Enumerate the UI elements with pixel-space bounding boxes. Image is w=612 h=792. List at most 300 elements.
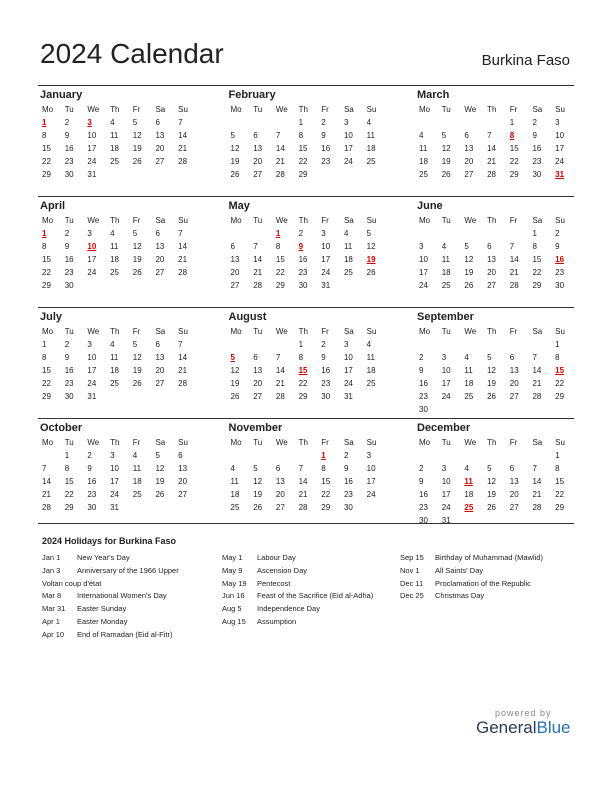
day-cell: 12 xyxy=(366,242,376,251)
day-cell: 28 xyxy=(178,379,188,388)
month-february xyxy=(227,86,386,196)
day-cell: 9 xyxy=(419,366,424,375)
empty-cell xyxy=(363,501,386,514)
day-cell: 9 xyxy=(64,131,70,140)
day-cell: 7 xyxy=(487,131,492,140)
day-cell: 17 xyxy=(419,268,428,277)
day-cell: 27 xyxy=(253,392,263,401)
day-cell: 29 xyxy=(321,503,331,512)
empty-cell xyxy=(460,116,483,129)
day-cell: 12 xyxy=(132,242,142,251)
day-cell: 20 xyxy=(230,268,240,277)
day-cell: 21 xyxy=(532,379,542,388)
day-cell: 22 xyxy=(555,490,565,499)
day-cell: 2 xyxy=(343,451,349,460)
week-row xyxy=(38,377,197,390)
holiday-name: Christmas Day xyxy=(435,591,485,601)
month-name: September xyxy=(417,311,474,323)
empty-cell xyxy=(506,227,529,240)
day-cell: 24 xyxy=(87,157,97,166)
day-cell: 5 xyxy=(487,353,492,362)
week-row xyxy=(227,338,386,351)
day-cell: 20 xyxy=(253,157,263,166)
day-cell: 27 xyxy=(253,170,263,179)
day-cell: 18 xyxy=(464,379,474,388)
day-cell: 14 xyxy=(275,144,285,153)
day-cell: 2 xyxy=(64,340,70,349)
weekday-label: Mo xyxy=(230,216,242,225)
day-cell: 28 xyxy=(253,281,263,290)
empty-cell xyxy=(528,403,551,416)
empty-cell xyxy=(415,338,438,351)
weekday-label: Sa xyxy=(155,438,166,447)
weekday-label: Th xyxy=(110,438,120,447)
month-name: January xyxy=(40,89,83,101)
day-cell: 20 xyxy=(155,366,165,375)
holiday-day-cell: 16 xyxy=(555,255,565,264)
day-cell: 22 xyxy=(42,157,51,166)
weekday-label: Th xyxy=(487,105,497,114)
holiday-name: Easter Sunday xyxy=(77,604,127,614)
holiday-name: Labour Day xyxy=(257,553,296,562)
empty-cell xyxy=(83,279,106,292)
day-cell: 2 xyxy=(87,451,92,460)
month-name: March xyxy=(417,89,450,101)
empty-cell xyxy=(460,403,483,416)
holiday-row xyxy=(222,565,373,578)
weekday-label: Fr xyxy=(132,327,141,336)
day-cell: 5 xyxy=(132,118,138,127)
empty-cell xyxy=(438,403,461,416)
empty-cell xyxy=(483,514,506,527)
holiday-column xyxy=(400,552,543,603)
week-row xyxy=(415,129,574,142)
day-cell: 24 xyxy=(110,490,119,499)
week-row xyxy=(415,168,574,181)
weekday-label: Sa xyxy=(532,105,543,114)
weekday-label: Su xyxy=(178,105,188,114)
empty-cell xyxy=(272,116,295,129)
day-cell: 31 xyxy=(321,281,331,290)
weekday-label: We xyxy=(464,216,477,225)
holiday-day-cell: 31 xyxy=(555,170,565,179)
weekday-label: Su xyxy=(366,327,377,336)
day-cell: 2 xyxy=(321,340,326,349)
weekday-header xyxy=(38,103,197,116)
holiday-date: Mar 31 xyxy=(42,604,66,614)
week-row xyxy=(227,227,386,240)
day-cell: 12 xyxy=(487,366,496,375)
day-cell: 15 xyxy=(321,477,331,486)
holiday-row xyxy=(42,565,179,578)
holiday-row xyxy=(400,565,543,578)
week-row xyxy=(38,240,197,253)
week-row xyxy=(415,403,574,416)
day-cell: 14 xyxy=(487,144,496,153)
day-cell: 16 xyxy=(419,490,428,499)
weekday-label: Tu xyxy=(64,327,74,336)
day-cell: 13 xyxy=(155,242,165,251)
weekday-label: Sa xyxy=(343,105,354,114)
holiday-row xyxy=(222,552,373,565)
holiday-name: International Women's Day xyxy=(77,591,167,601)
month-november xyxy=(227,419,386,529)
weekday-label: Mo xyxy=(230,327,242,336)
empty-cell xyxy=(272,338,295,351)
day-cell: 30 xyxy=(87,503,97,512)
day-cell: 28 xyxy=(509,281,519,290)
empty-cell xyxy=(249,338,272,351)
day-cell: 1 xyxy=(555,340,560,349)
month-september xyxy=(415,308,574,418)
holiday-day-cell: 11 xyxy=(464,477,473,486)
day-cell: 12 xyxy=(230,366,240,375)
week-row xyxy=(38,364,197,377)
weekday-header xyxy=(415,103,574,116)
day-cell: 8 xyxy=(42,353,47,362)
day-cell: 2 xyxy=(64,118,70,127)
empty-cell xyxy=(340,279,363,292)
holiday-column xyxy=(222,552,373,629)
day-cell: 20 xyxy=(155,144,165,153)
day-cell: 31 xyxy=(87,392,97,401)
weekday-label: Fr xyxy=(321,105,329,114)
day-cell: 22 xyxy=(509,157,519,166)
day-cell: 15 xyxy=(42,366,51,375)
empty-cell xyxy=(340,168,363,181)
holiday-day-cell: 1 xyxy=(321,451,326,460)
day-cell: 4 xyxy=(464,464,469,473)
day-cell: 2 xyxy=(64,229,70,238)
week-row xyxy=(415,377,574,390)
day-cell: 15 xyxy=(298,144,308,153)
holiday-row xyxy=(42,603,179,616)
day-cell: 7 xyxy=(253,242,258,251)
day-cell: 6 xyxy=(155,118,160,127)
day-cell: 19 xyxy=(464,268,474,277)
day-cell: 14 xyxy=(178,242,188,251)
weekday-label: Tu xyxy=(441,327,451,336)
day-cell: 29 xyxy=(555,503,565,512)
day-cell: 24 xyxy=(87,268,97,277)
day-cell: 6 xyxy=(464,131,469,140)
holiday-row xyxy=(222,603,373,616)
day-cell: 13 xyxy=(487,255,496,264)
country-name: Burkina Faso xyxy=(481,52,570,69)
day-cell: 9 xyxy=(64,353,70,362)
empty-cell xyxy=(129,279,152,292)
day-cell: 23 xyxy=(321,379,331,388)
day-cell: 11 xyxy=(343,242,353,251)
weekday-label: We xyxy=(275,105,288,114)
week-row xyxy=(227,279,386,292)
day-cell: 21 xyxy=(42,490,51,499)
day-cell: 10 xyxy=(321,242,331,251)
holiday-day-cell: 1 xyxy=(42,229,47,238)
empty-cell xyxy=(363,390,386,403)
day-cell: 18 xyxy=(366,366,376,375)
page-title: 2024 Calendar xyxy=(40,38,224,69)
day-cell: 21 xyxy=(275,379,285,388)
day-cell: 23 xyxy=(419,503,428,512)
day-cell: 27 xyxy=(509,392,519,401)
empty-cell xyxy=(174,279,197,292)
day-cell: 4 xyxy=(110,118,115,127)
day-cell: 12 xyxy=(253,477,263,486)
week-row xyxy=(415,338,574,351)
empty-cell xyxy=(249,116,272,129)
month-april xyxy=(38,197,197,307)
weekday-label: Th xyxy=(487,216,497,225)
day-cell: 25 xyxy=(366,379,376,388)
day-cell: 4 xyxy=(343,229,349,238)
day-cell: 11 xyxy=(366,353,375,362)
day-cell: 21 xyxy=(253,268,263,277)
day-cell: 31 xyxy=(87,170,97,179)
weekday-label: Sa xyxy=(343,438,354,447)
day-cell: 4 xyxy=(441,242,447,251)
day-cell: 27 xyxy=(155,379,165,388)
holiday-row xyxy=(42,629,179,642)
week-row xyxy=(227,266,386,279)
day-cell: 22 xyxy=(321,490,331,499)
weekday-label: Tu xyxy=(441,105,451,114)
day-cell: 1 xyxy=(298,340,304,349)
day-cell: 16 xyxy=(87,477,97,486)
day-cell: 7 xyxy=(532,464,537,473)
month-name: December xyxy=(417,422,471,434)
day-cell: 6 xyxy=(487,242,492,251)
empty-cell xyxy=(295,449,318,462)
day-cell: 6 xyxy=(178,451,183,460)
day-cell: 3 xyxy=(419,242,424,251)
day-cell: 12 xyxy=(230,144,240,153)
week-row xyxy=(227,168,386,181)
day-cell: 3 xyxy=(110,451,115,460)
day-cell: 14 xyxy=(532,477,542,486)
day-cell: 17 xyxy=(441,379,451,388)
day-cell: 23 xyxy=(298,268,308,277)
day-cell: 10 xyxy=(110,464,119,473)
week-row xyxy=(227,240,386,253)
weekday-label: Mo xyxy=(419,105,431,114)
weekday-header xyxy=(227,325,386,338)
day-cell: 5 xyxy=(464,242,469,251)
holiday-day-cell: 1 xyxy=(42,118,47,127)
holiday-name: Assumption xyxy=(257,616,297,626)
weekday-label: Tu xyxy=(253,327,263,336)
weekday-label: Fr xyxy=(132,105,141,114)
weekday-label: Sa xyxy=(155,327,166,336)
week-row xyxy=(227,462,386,475)
holiday-name: Birthday of Muhammad (Mawlid) xyxy=(435,553,543,562)
weekday-label: Fr xyxy=(321,216,329,225)
holiday-name: Ascension Day xyxy=(257,565,308,575)
day-cell: 29 xyxy=(275,281,285,290)
day-cell: 6 xyxy=(253,353,258,362)
weekday-label: Th xyxy=(298,438,308,447)
day-cell: 3 xyxy=(366,451,372,460)
empty-cell xyxy=(38,449,61,462)
holiday-day-cell: 19 xyxy=(366,255,376,264)
day-cell: 5 xyxy=(253,464,258,473)
holiday-date: May 9 xyxy=(222,565,243,575)
day-cell: 15 xyxy=(555,477,565,486)
month-row xyxy=(38,307,574,418)
week-row xyxy=(227,351,386,364)
day-cell: 3 xyxy=(343,118,349,127)
empty-cell xyxy=(438,227,461,240)
day-cell: 18 xyxy=(132,477,142,486)
day-cell: 25 xyxy=(343,268,353,277)
weekday-label: We xyxy=(87,216,100,225)
empty-cell xyxy=(151,501,174,514)
weekday-label: We xyxy=(464,105,477,114)
day-cell: 2 xyxy=(419,353,424,362)
day-cell: 7 xyxy=(42,464,47,473)
brand-name xyxy=(476,718,571,738)
month-name: July xyxy=(40,311,63,323)
day-cell: 2 xyxy=(419,464,424,473)
day-cell: 29 xyxy=(555,392,565,401)
week-row xyxy=(38,129,197,142)
day-cell: 9 xyxy=(321,131,326,140)
day-cell: 21 xyxy=(532,490,542,499)
calendar-grid xyxy=(38,85,574,529)
day-cell: 18 xyxy=(110,255,119,264)
weekday-label: We xyxy=(464,327,477,336)
weekday-header xyxy=(38,436,197,449)
week-row xyxy=(415,155,574,168)
day-cell: 30 xyxy=(419,405,428,414)
empty-cell xyxy=(506,449,529,462)
day-cell: 18 xyxy=(230,490,240,499)
day-cell: 14 xyxy=(178,353,188,362)
day-cell: 27 xyxy=(230,281,240,290)
week-row xyxy=(415,116,574,129)
day-cell: 14 xyxy=(275,366,285,375)
day-cell: 13 xyxy=(155,131,165,140)
month-december xyxy=(415,419,574,529)
empty-cell xyxy=(506,338,529,351)
empty-cell xyxy=(227,116,250,129)
day-cell: 18 xyxy=(343,255,353,264)
day-cell: 25 xyxy=(230,503,240,512)
day-cell: 22 xyxy=(275,268,285,277)
weekday-label: Th xyxy=(298,216,308,225)
day-cell: 24 xyxy=(419,281,428,290)
day-cell: 1 xyxy=(64,451,70,460)
day-cell: 26 xyxy=(441,170,451,179)
month-row xyxy=(38,85,574,196)
empty-cell xyxy=(415,116,438,129)
day-cell: 22 xyxy=(64,490,74,499)
day-cell: 13 xyxy=(253,366,263,375)
day-cell: 10 xyxy=(419,255,428,264)
day-cell: 13 xyxy=(464,144,474,153)
day-cell: 13 xyxy=(178,464,188,473)
week-row xyxy=(415,390,574,403)
weekday-header xyxy=(38,214,197,227)
powered-by-label: powered by xyxy=(494,708,552,718)
day-cell: 20 xyxy=(464,157,474,166)
holiday-date: Aug 15 xyxy=(222,616,246,626)
empty-cell xyxy=(227,449,250,462)
weekday-label: Tu xyxy=(253,438,263,447)
day-cell: 17 xyxy=(555,144,565,153)
day-cell: 26 xyxy=(366,268,376,277)
empty-cell xyxy=(460,338,483,351)
day-cell: 6 xyxy=(155,229,160,238)
day-cell: 5 xyxy=(132,340,138,349)
holiday-name: Easter Monday xyxy=(77,616,128,626)
day-cell: 15 xyxy=(509,144,519,153)
day-cell: 22 xyxy=(555,379,565,388)
week-row xyxy=(415,501,574,514)
day-cell: 26 xyxy=(487,503,496,512)
day-cell: 8 xyxy=(555,353,560,362)
weekday-label: Fr xyxy=(321,438,329,447)
day-cell: 12 xyxy=(441,144,451,153)
weekday-label: Sa xyxy=(343,216,354,225)
week-row xyxy=(227,116,386,129)
day-cell: 24 xyxy=(366,490,376,499)
day-cell: 25 xyxy=(441,281,451,290)
empty-cell xyxy=(272,449,295,462)
day-cell: 2 xyxy=(321,118,326,127)
day-cell: 17 xyxy=(321,255,331,264)
day-cell: 4 xyxy=(110,229,115,238)
holiday-name: Anniversary of the 1966 Upper xyxy=(77,565,179,575)
week-row xyxy=(38,116,197,129)
day-cell: 3 xyxy=(441,464,447,473)
day-cell: 8 xyxy=(321,464,326,473)
day-cell: 17 xyxy=(343,144,353,153)
day-cell: 23 xyxy=(64,268,74,277)
day-cell: 18 xyxy=(366,144,376,153)
day-cell: 1 xyxy=(298,118,304,127)
week-row xyxy=(227,142,386,155)
day-cell: 9 xyxy=(87,464,92,473)
day-cell: 18 xyxy=(419,157,428,166)
month-row xyxy=(38,418,574,529)
day-cell: 29 xyxy=(532,281,542,290)
day-cell: 19 xyxy=(230,157,240,166)
day-cell: 10 xyxy=(343,131,353,140)
weekday-label: Fr xyxy=(509,438,518,447)
day-cell: 28 xyxy=(178,268,188,277)
week-row xyxy=(227,155,386,168)
day-cell: 6 xyxy=(509,464,515,473)
weekday-label: Su xyxy=(555,216,565,225)
weekday-header xyxy=(415,325,574,338)
day-cell: 12 xyxy=(132,353,142,362)
weekday-label: Fr xyxy=(132,438,141,447)
month-name: October xyxy=(40,422,83,434)
day-cell: 19 xyxy=(132,144,142,153)
day-cell: 20 xyxy=(509,490,519,499)
month-march xyxy=(415,86,574,196)
empty-cell xyxy=(460,514,483,527)
week-row xyxy=(415,475,574,488)
day-cell: 15 xyxy=(532,255,542,264)
day-cell: 11 xyxy=(110,242,119,251)
month-june xyxy=(415,197,574,307)
week-row xyxy=(38,390,197,403)
day-cell: 16 xyxy=(321,144,331,153)
day-cell: 23 xyxy=(419,392,428,401)
day-cell: 3 xyxy=(87,229,92,238)
